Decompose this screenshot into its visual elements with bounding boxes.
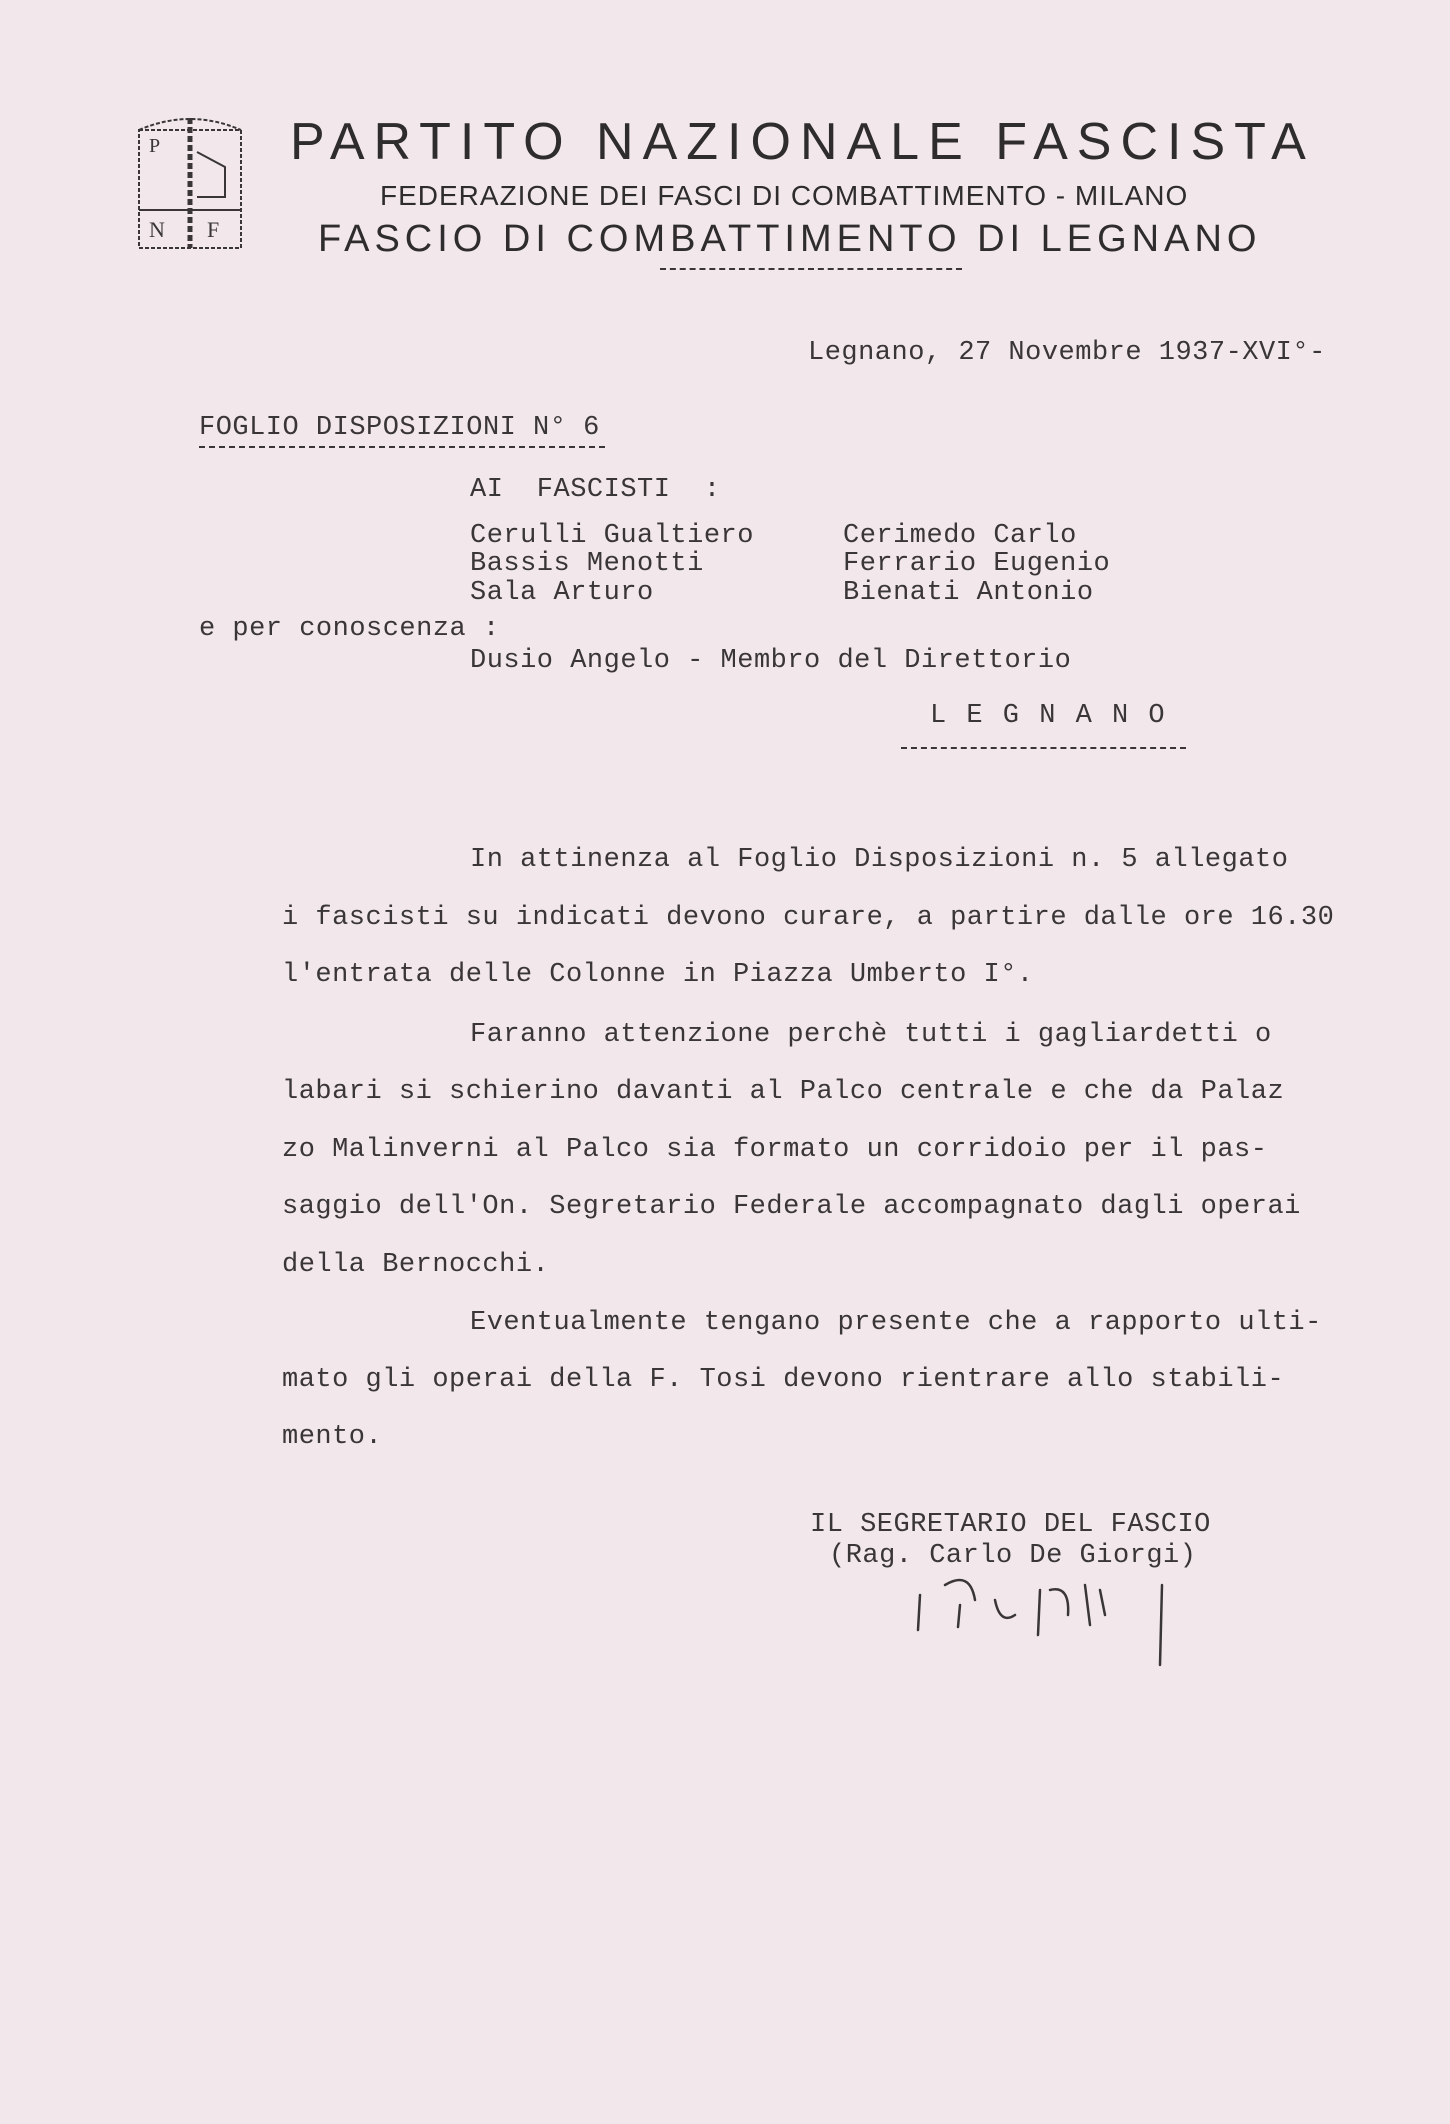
cc-label: e per conoscenza : xyxy=(199,614,500,644)
body-line: saggio dell'On. Segretario Federale accompagnato dagli operai xyxy=(282,1192,1301,1222)
signatory-name: (Rag. Carlo De Giorgi) xyxy=(829,1541,1197,1571)
recipient: Cerimedo Carlo xyxy=(843,521,1077,551)
recipient: Ferrario Eugenio xyxy=(843,549,1111,579)
recipient: Cerulli Gualtiero xyxy=(470,521,754,551)
cc-recipient: Dusio Angelo - Membro del Direttorio xyxy=(470,646,1072,676)
body-line: mento. xyxy=(282,1422,383,1452)
svg-text:N: N xyxy=(149,217,165,242)
body-line: l'entrata delle Colonne in Piazza Umberto I°. xyxy=(282,960,1034,990)
party-name: PARTITO NAZIONALE FASCISTA xyxy=(290,113,1315,171)
body-line: In attinenza al Foglio Disposizioni n. 5 allegato xyxy=(470,845,1289,875)
recipient-city: L E G N A N O xyxy=(930,701,1167,731)
recipients-heading: AI FASCISTI : xyxy=(470,475,721,505)
signatory-title: IL SEGRETARIO DEL FASCIO xyxy=(810,1510,1211,1540)
local-fascio-name: FASCIO DI COMBATTIMENTO DI LEGNANO xyxy=(318,218,1262,260)
svg-text:P: P xyxy=(149,135,161,157)
pnf-emblem-logo xyxy=(135,112,245,252)
body-line: Eventualmente tengano presente che a rapporto ulti- xyxy=(470,1308,1322,1338)
recipient: Sala Arturo xyxy=(470,578,654,608)
recipient: Bienati Antonio xyxy=(843,578,1094,608)
body-line: i fascisti su indicati devono curare, a partire dalle ore 16.30 xyxy=(282,903,1335,933)
subject-title: FOGLIO DISPOSIZIONI N° 6 xyxy=(199,413,600,443)
body-line: mato gli operai della F. Tosi devono rientrare allo stabili- xyxy=(282,1365,1285,1395)
subject-underline xyxy=(199,446,605,448)
handwritten-signature xyxy=(900,1555,1180,1670)
date-line: Legnano, 27 Novembre 1937-XVI°- xyxy=(808,338,1326,368)
letterhead-divider xyxy=(660,268,962,270)
body-line: labari si schierino davanti al Palco centrale e che da Palaz xyxy=(282,1077,1285,1107)
svg-text:F: F xyxy=(207,217,220,242)
recipient: Bassis Menotti xyxy=(470,549,704,579)
body-line: Faranno attenzione perchè tutti i gagliardetti o xyxy=(470,1020,1272,1050)
federation-name: FEDERAZIONE DEI FASCI DI COMBATTIMENTO - MILANO xyxy=(380,180,1189,211)
body-line: zo Malinverni al Palco sia formato un corridoio per il pas- xyxy=(282,1135,1268,1165)
city-underline xyxy=(901,747,1186,749)
body-line: della Bernocchi. xyxy=(282,1250,550,1280)
